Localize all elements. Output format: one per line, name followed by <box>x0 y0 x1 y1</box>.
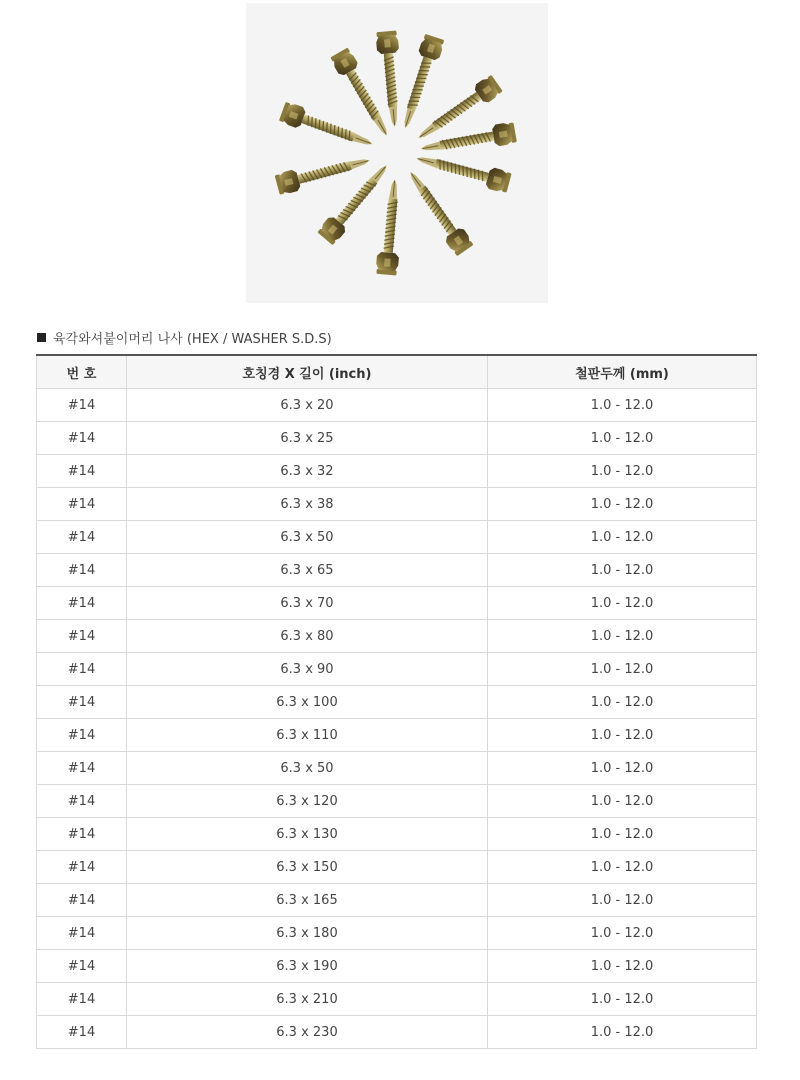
cell-thickness: 1.0 - 12.0 <box>488 950 757 983</box>
table-row <box>37 851 757 884</box>
cell-thickness: 1.0 - 12.0 <box>488 686 757 719</box>
cell-thickness: 1.0 - 12.0 <box>488 653 757 686</box>
table-header-row <box>37 355 757 389</box>
spec-table <box>36 354 757 1049</box>
cell-number: #14 <box>37 917 127 950</box>
cell-number: #14 <box>37 620 127 653</box>
cell-size: 6.3 x 50 <box>127 521 488 554</box>
cell-number: #14 <box>37 653 127 686</box>
screw <box>375 30 405 128</box>
table-row <box>37 521 757 554</box>
cell-size: 6.3 x 65 <box>127 554 488 587</box>
screw <box>401 166 474 257</box>
table-row <box>37 719 757 752</box>
table-row <box>37 686 757 719</box>
cell-thickness: 1.0 - 12.0 <box>488 851 757 884</box>
screw <box>413 148 511 194</box>
cell-thickness: 1.0 - 12.0 <box>488 389 757 422</box>
cell-size: 6.3 x 38 <box>127 488 488 521</box>
cell-thickness: 1.0 - 12.0 <box>488 983 757 1016</box>
cell-size: 6.3 x 25 <box>127 422 488 455</box>
cell-size: 6.3 x 130 <box>127 818 488 851</box>
table-row <box>37 950 757 983</box>
cell-number: #14 <box>37 719 127 752</box>
table-row <box>37 620 757 653</box>
cell-size: 6.3 x 70 <box>127 587 488 620</box>
table-row <box>37 653 757 686</box>
table-row <box>37 752 757 785</box>
table-row <box>37 587 757 620</box>
cell-number: #14 <box>37 389 127 422</box>
table-row <box>37 917 757 950</box>
table-row <box>37 554 757 587</box>
cell-number: #14 <box>37 752 127 785</box>
cell-thickness: 1.0 - 12.0 <box>488 455 757 488</box>
cell-number: #14 <box>37 686 127 719</box>
cell-number: #14 <box>37 455 127 488</box>
cell-number: #14 <box>37 851 127 884</box>
cell-size: 6.3 x 20 <box>127 389 488 422</box>
cell-number: #14 <box>37 422 127 455</box>
screws-illustration <box>246 3 548 303</box>
cell-size: 6.3 x 32 <box>127 455 488 488</box>
cell-size: 6.3 x 100 <box>127 686 488 719</box>
cell-size: 6.3 x 50 <box>127 752 488 785</box>
cell-number: #14 <box>37 1016 127 1049</box>
header-number: 번 호 <box>37 355 127 389</box>
table-row <box>37 422 757 455</box>
screw <box>375 178 405 276</box>
cell-number: #14 <box>37 950 127 983</box>
table-row <box>37 455 757 488</box>
cell-thickness: 1.0 - 12.0 <box>488 488 757 521</box>
screw <box>279 101 377 155</box>
cell-size: 6.3 x 210 <box>127 983 488 1016</box>
cell-size: 6.3 x 165 <box>127 884 488 917</box>
cell-thickness: 1.0 - 12.0 <box>488 917 757 950</box>
table-row <box>37 818 757 851</box>
cell-thickness: 1.0 - 12.0 <box>488 554 757 587</box>
table-row <box>37 785 757 818</box>
section-title-text: 육각와셔붙이머리 나사 (HEX / WASHER S.D.S) <box>53 332 332 347</box>
cell-number: #14 <box>37 488 127 521</box>
cell-size: 6.3 x 150 <box>127 851 488 884</box>
table-row <box>37 488 757 521</box>
cell-thickness: 1.0 - 12.0 <box>488 818 757 851</box>
cell-thickness: 1.0 - 12.0 <box>488 521 757 554</box>
cell-number: #14 <box>37 818 127 851</box>
cell-size: 6.3 x 80 <box>127 620 488 653</box>
cell-thickness: 1.0 - 12.0 <box>488 884 757 917</box>
cell-number: #14 <box>37 587 127 620</box>
screw <box>274 150 372 196</box>
cell-number: #14 <box>37 521 127 554</box>
cell-thickness: 1.0 - 12.0 <box>488 587 757 620</box>
section-title <box>37 328 332 347</box>
screw <box>395 34 446 132</box>
cell-size: 6.3 x 190 <box>127 950 488 983</box>
table-row <box>37 884 757 917</box>
header-size: 호칭경 X 길이 (inch) <box>127 355 488 389</box>
header-thickness: 철판두께 (mm) <box>488 355 757 389</box>
cell-thickness: 1.0 - 12.0 <box>488 620 757 653</box>
cell-size: 6.3 x 230 <box>127 1016 488 1049</box>
square-bullet-icon <box>37 333 46 342</box>
cell-number: #14 <box>37 785 127 818</box>
cell-thickness: 1.0 - 12.0 <box>488 752 757 785</box>
cell-size: 6.3 x 110 <box>127 719 488 752</box>
table-row <box>37 983 757 1016</box>
cell-number: #14 <box>37 554 127 587</box>
cell-thickness: 1.0 - 12.0 <box>488 422 757 455</box>
table-row <box>37 389 757 422</box>
cell-thickness: 1.0 - 12.0 <box>488 785 757 818</box>
cell-size: 6.3 x 120 <box>127 785 488 818</box>
cell-thickness: 1.0 - 12.0 <box>488 1016 757 1049</box>
cell-number: #14 <box>37 884 127 917</box>
cell-size: 6.3 x 180 <box>127 917 488 950</box>
product-photo <box>246 3 548 303</box>
cell-size: 6.3 x 90 <box>127 653 488 686</box>
cell-number: #14 <box>37 983 127 1016</box>
table-row <box>37 1016 757 1049</box>
cell-thickness: 1.0 - 12.0 <box>488 719 757 752</box>
